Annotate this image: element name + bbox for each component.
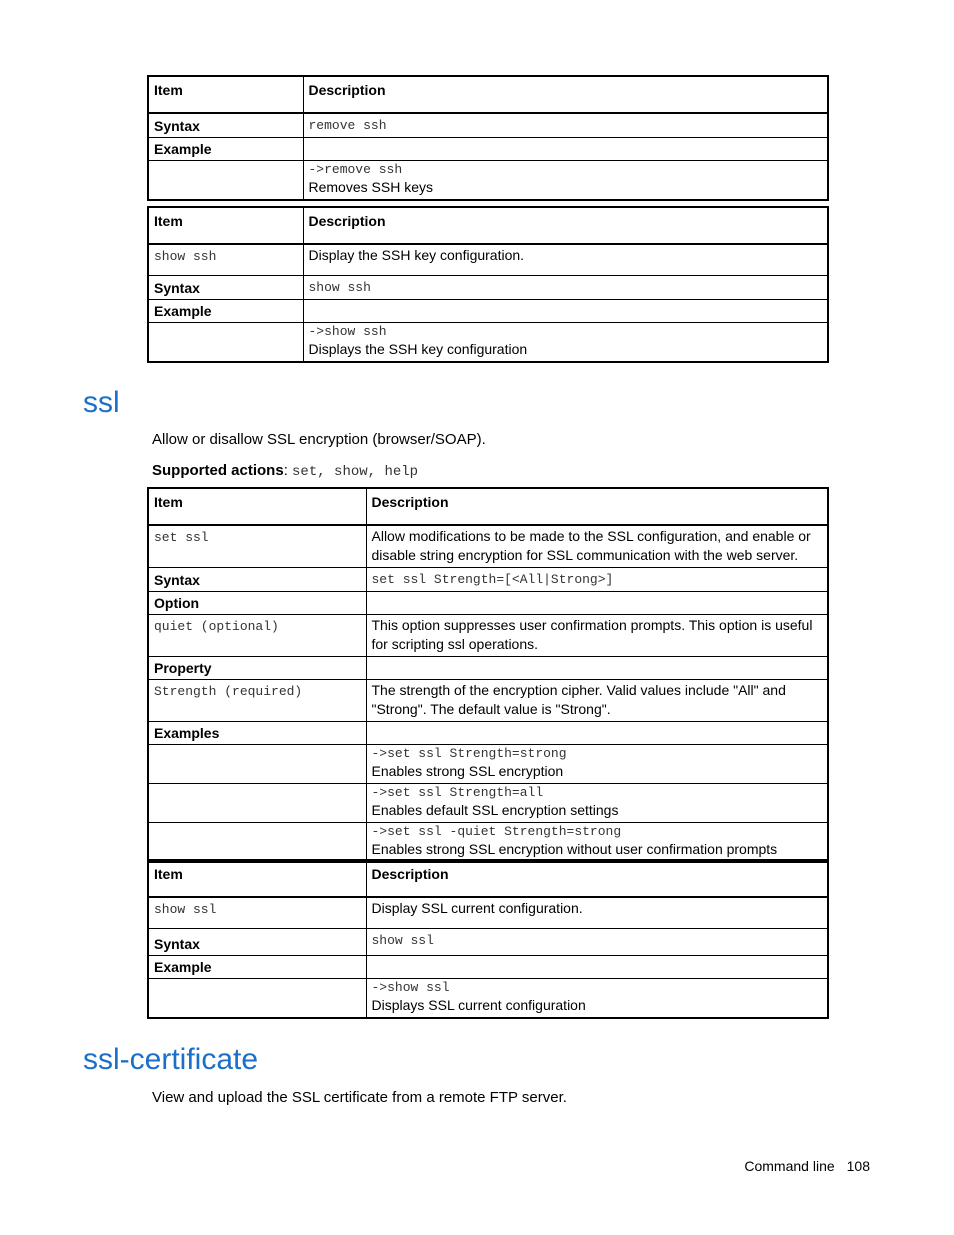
syntax-value: set ssl Strength=[<All|Strong>] — [371, 572, 614, 587]
example-description: Displays SSL current configuration — [371, 996, 586, 1013]
example-code: ->set ssl Strength=strong — [371, 746, 567, 761]
example-label: Example — [148, 955, 366, 978]
column-header-item: Item — [148, 860, 366, 897]
ssl-certificate-description: View and upload the SSL certificate from a remote FTP server. — [152, 1089, 567, 1106]
example-description: Enables default SSL encryption settings — [371, 802, 619, 818]
example-description: Removes SSH keys — [308, 179, 433, 195]
example-code: ->remove ssh — [308, 162, 403, 177]
command-name: set ssl — [154, 530, 209, 545]
property-name: Strength (required) — [154, 684, 303, 699]
syntax-value: show ssl — [371, 932, 434, 948]
page-number: 108 — [846, 1158, 870, 1174]
supported-actions: Supported actions: set, show, help — [152, 462, 419, 480]
ssl-description: Allow or disallow SSL encryption (browser/SOAP). — [152, 431, 486, 448]
syntax-value: show ssh — [308, 279, 371, 295]
set-ssl-table — [147, 487, 829, 863]
ssl-certificate-heading: ssl-certificate — [83, 1043, 259, 1076]
footer-section: Command line — [744, 1158, 835, 1174]
examples-label: Examples — [148, 722, 366, 745]
column-header-description: Description — [366, 488, 828, 525]
syntax-value: remove ssh — [308, 118, 387, 133]
page-footer — [744, 1158, 870, 1174]
command-name: show ssh — [154, 249, 217, 264]
syntax-label: Syntax — [148, 113, 303, 138]
column-header-item: Item — [148, 76, 303, 113]
ssl-heading: ssl — [83, 386, 120, 419]
column-header-description: Description — [303, 207, 828, 244]
command-description: Allow modifications to be made to the SSL configuration, and enable or disable string encryption for SSL communication with the web server. — [366, 525, 828, 568]
command-description: Display SSL current configuration. — [366, 897, 828, 928]
supported-actions-value: set, show, help — [292, 464, 419, 480]
example-label: Example — [148, 138, 303, 161]
option-name: quiet (optional) — [154, 619, 279, 634]
column-header-item: Item — [148, 488, 366, 525]
column-header-item: Item — [148, 207, 303, 244]
option-label: Option — [148, 592, 366, 615]
example-code: ->show ssl — [371, 979, 450, 995]
example-code: ->show ssh — [308, 323, 387, 339]
example-description: Displays the SSH key configuration — [308, 340, 528, 357]
syntax-label: Syntax — [148, 928, 366, 955]
example-description: Enables strong SSL encryption — [371, 763, 564, 779]
supported-actions-label: Supported actions — [152, 462, 284, 479]
remove-ssh-table — [147, 75, 829, 201]
example-label: Example — [148, 299, 303, 322]
show-ssh-table — [147, 206, 829, 363]
property-description: The strength of the encryption cipher. Valid values include "All" and "Strong". The default value is "Strong". — [366, 680, 828, 722]
property-label: Property — [148, 657, 366, 680]
syntax-label: Syntax — [148, 568, 366, 592]
command-name: show ssl — [154, 902, 217, 917]
example-description: Enables strong SSL encryption without user confirmation prompts — [371, 841, 778, 857]
column-header-description: Description — [366, 860, 828, 897]
syntax-label: Syntax — [148, 275, 303, 299]
option-description: This option suppresses user confirmation prompts. This option is useful for scripting ssl operations. — [366, 615, 828, 657]
example-code: ->set ssl Strength=all — [371, 785, 544, 800]
column-header-description: Description — [303, 76, 828, 113]
command-description: Display the SSH key configuration. — [303, 244, 828, 275]
show-ssl-table — [147, 859, 829, 1019]
example-code: ->set ssl -quiet Strength=strong — [371, 824, 622, 839]
